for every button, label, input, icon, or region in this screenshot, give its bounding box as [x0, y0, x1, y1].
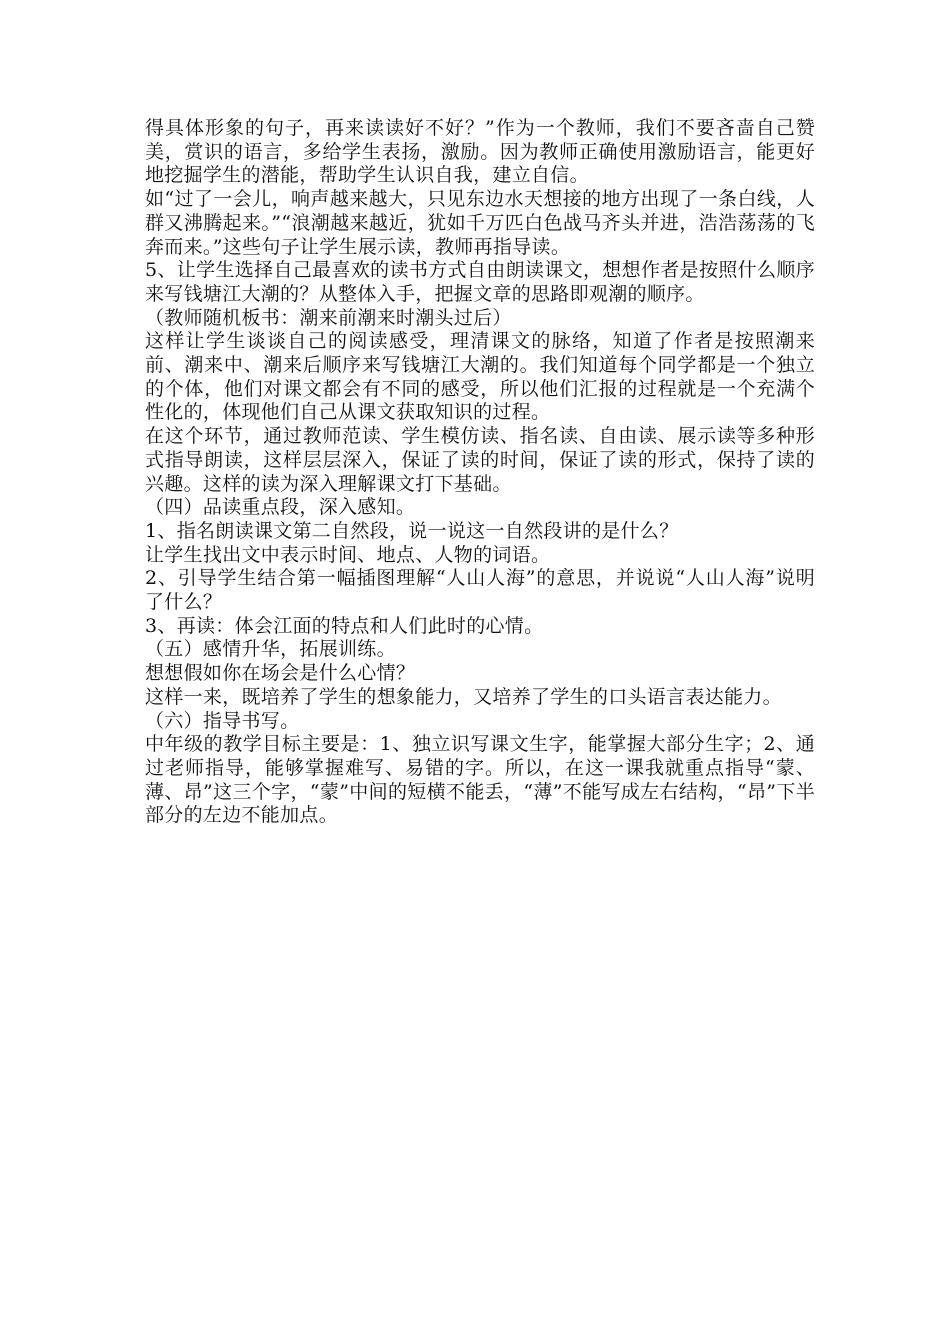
list-item-1: 1、指名朗读课文第二自然段，说一说这一自然段讲的是什么？	[145, 519, 679, 542]
document-body	[145, 117, 815, 828]
paragraph-praise-language: 得具体形象的句子，再来读读好不好？”作为一个教师，我们不要吝啬自己赞美，赏识的语言，多给学生表扬，激励。因为教师正确使用激励语言，能更好地挖掘学生的潜能，帮助学生认识自我，建立自信。	[145, 117, 815, 187]
paragraph-ability-summary: 这样一来，既培养了学生的想象能力，又培养了学生的口头语言表达能力。	[145, 685, 782, 708]
list-item-2: 2、引导学生结合第一幅插图理解“人山人海”的意思，并说说“人山人海”说明了什么？	[145, 567, 815, 614]
section-heading-4: （四）品读重点段，深入感知。	[145, 496, 416, 519]
paragraph-find-words: 让学生找出文中表示时间、地点、人物的词语。	[145, 543, 551, 566]
paragraph-reading-feelings: 这样让学生谈谈自己的阅读感受，理清课文的脉络，知道了作者是按照潮来前、潮来中、潮来后顺序来写钱塘江大潮的。我们知道每个同学都是一个独立的个体，他们对课文都会有不同的感受，所以他们汇报的过程就是一个充满个性化的，体现他们自己从课文获取知识的过程。	[145, 330, 815, 424]
paragraph-blackboard-note: （教师随机板书：潮来前潮来时潮头过后）	[145, 306, 512, 329]
section-heading-6: （六）指导书写。	[145, 709, 300, 732]
list-item-3: 3、再读：体会江面的特点和人们此时的心情。	[145, 614, 544, 637]
paragraph-writing-goals: 中年级的教学目标主要是：1、独立识写课文生字，能掌握大部分生字；2、通过老师指导，能够掌握难写、易错的字。所以，在这一课我就重点指导“蒙、薄、昂”这三个字，“蒙”中间的短横不能丢，“薄”不能写成左右结构，“昂”下半部分的左边不能加点。	[145, 733, 815, 827]
paragraph-step-5: 5、让学生选择自己最喜欢的读书方式自由朗读课文，想想作者是按照什么顺序来写钱塘江大潮的？从整体入手，把握文章的思路即观潮的顺序。	[145, 259, 815, 305]
paragraph-example-sentences: 如“过了一会儿，响声越来越大，只见东边水天想接的地方出现了一条白线，人群又沸腾起来。”“浪潮越来越近，犹如千万匹白色战马齐头并进，浩浩荡荡的飞奔而来。”这些句子让学生展示读，教师再指导读。	[145, 188, 815, 258]
paragraph-reading-methods: 在这个环节，通过教师范读、学生模仿读、指名读、自由读、展示读等多种形式指导朗读，这样层层深入，保证了读的时间，保证了读的形式，保持了读的兴趣。这样的读为深入理解课文打下基础。	[145, 425, 815, 495]
paragraph-imagine-question: 想想假如你在场会是什么心情？	[145, 662, 416, 685]
section-heading-5: （五）感情升华，拓展训练。	[145, 638, 396, 661]
